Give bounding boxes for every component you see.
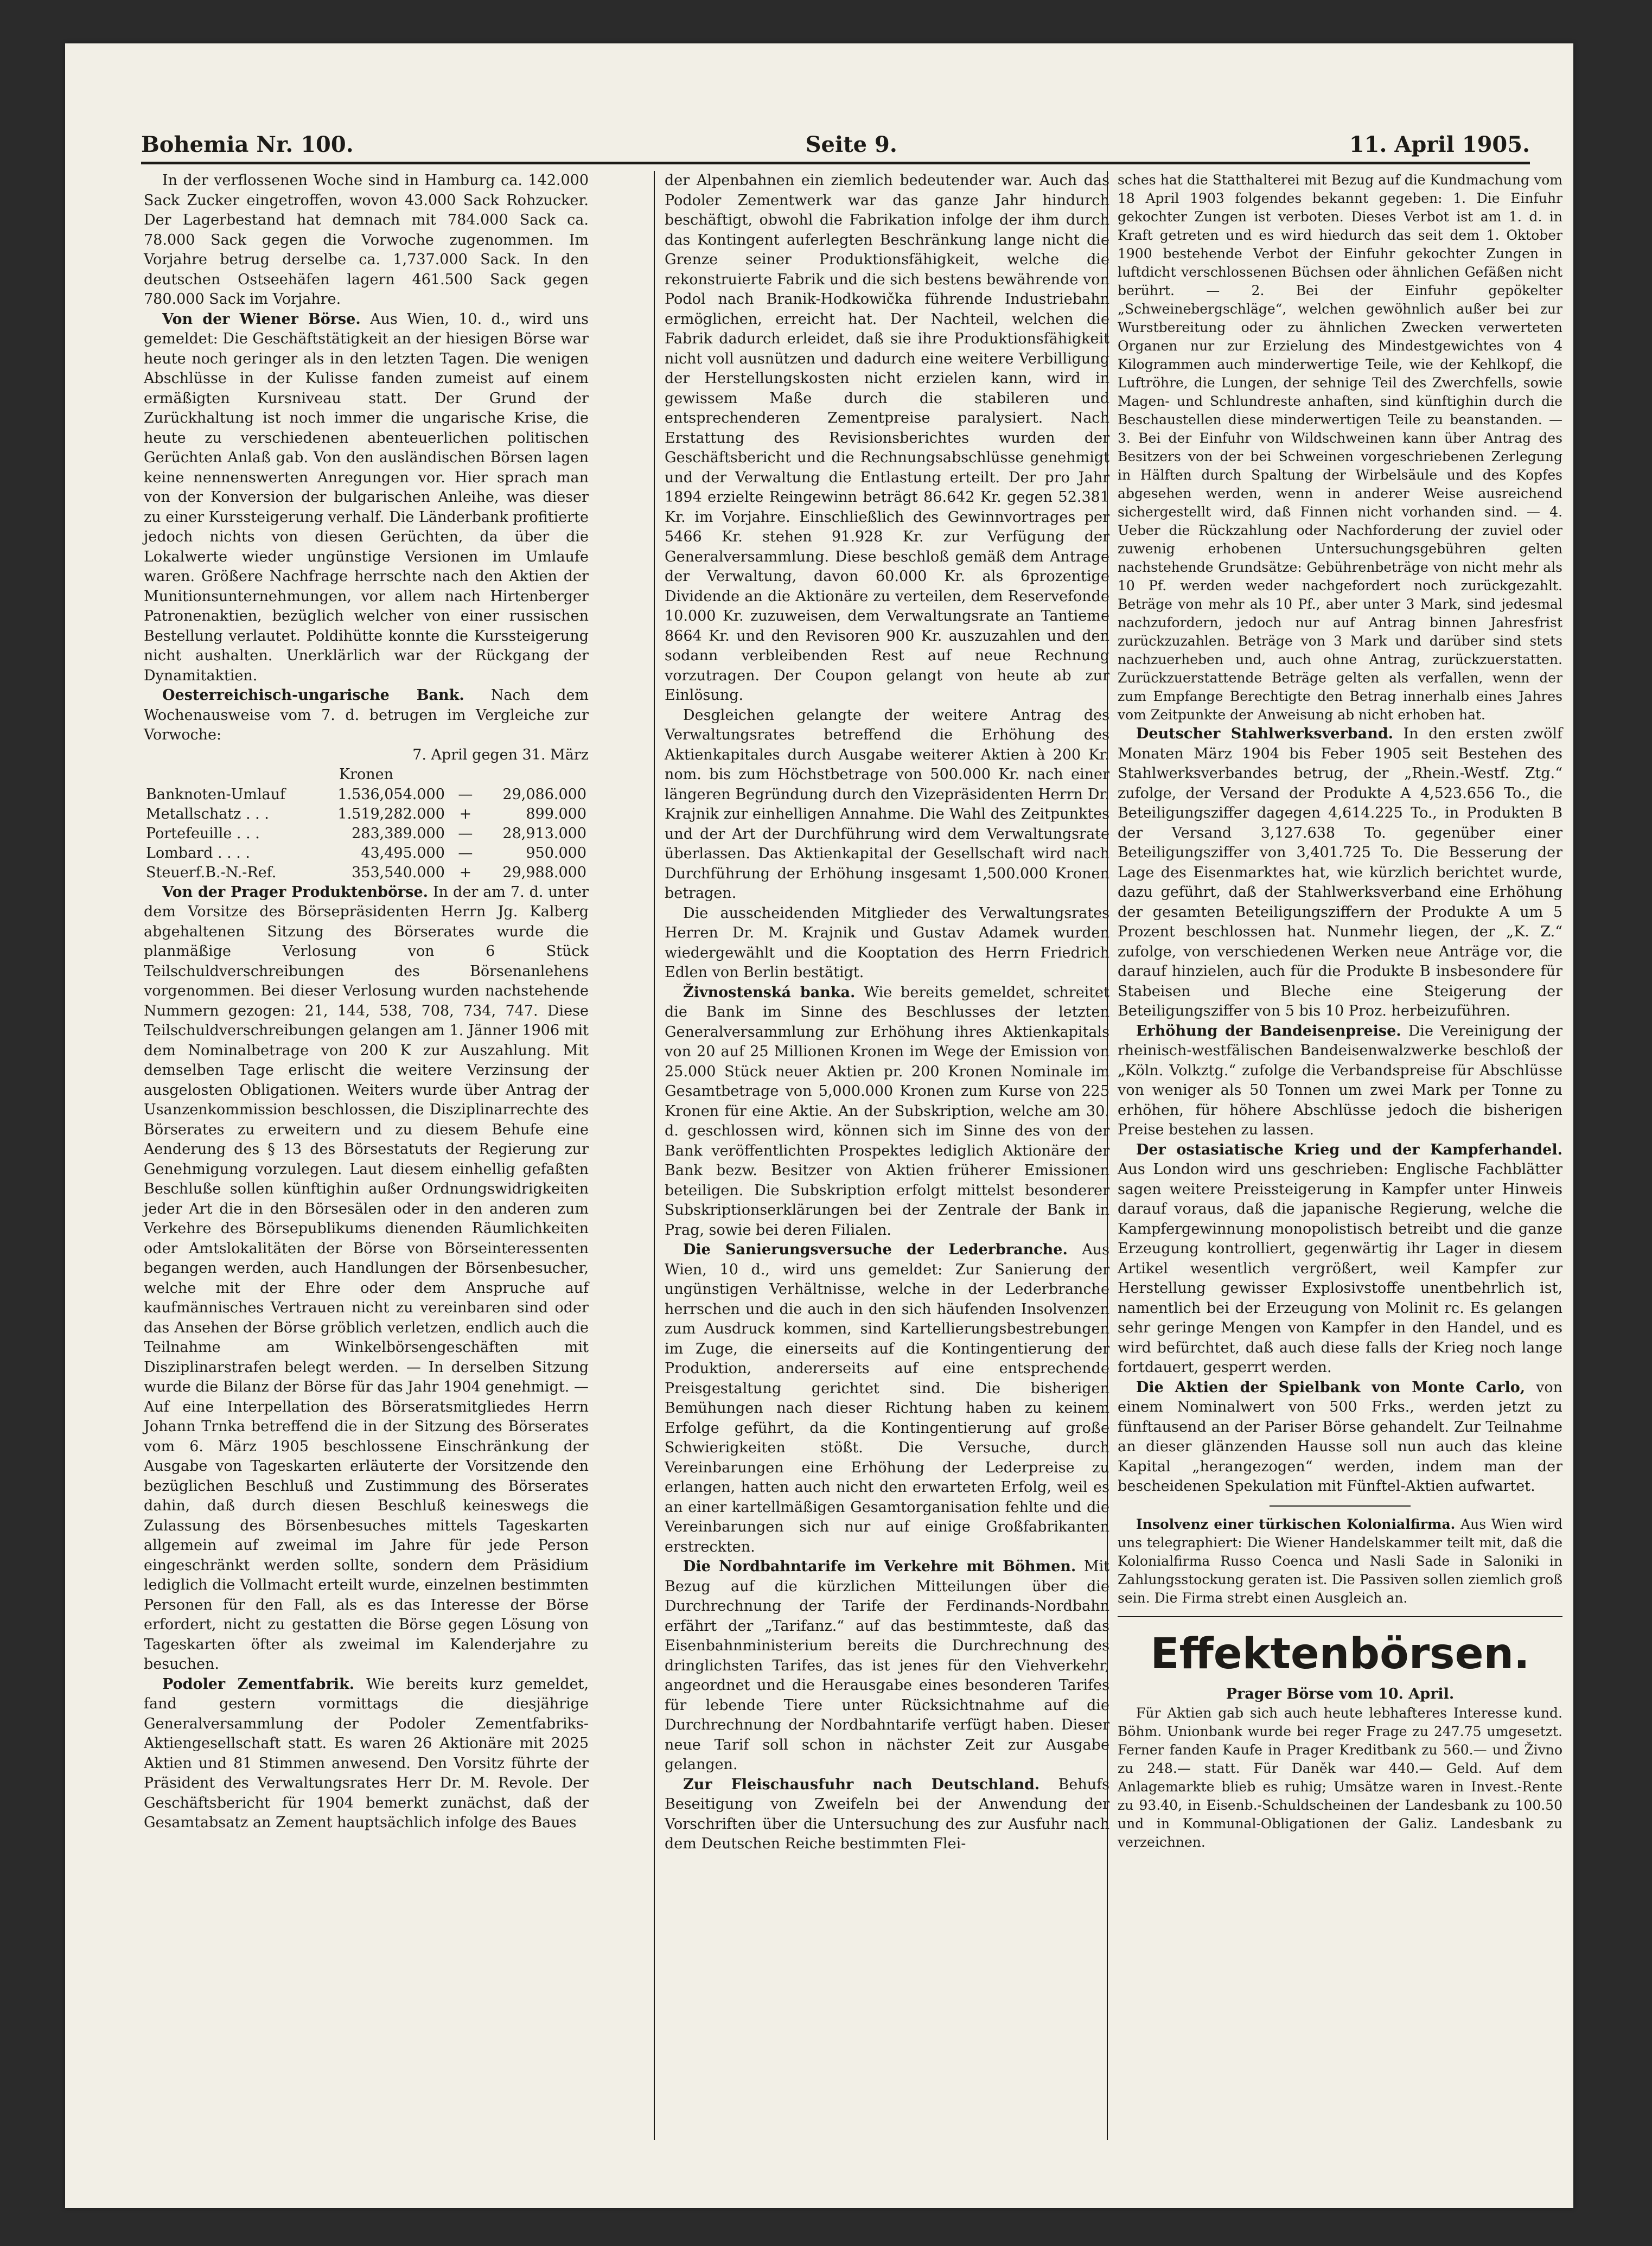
article-prague-exchange: Für Aktien gab sich auch heute lebhafteres Interesse kund. Böhm. Unionbank wurde bei reger Frage zu 247.75 umgesetzt. Ferner fanden Kaufe in Prager Kreditbank zu 560.— und Živno zu 248.— statt. Für Daněk war 440.— Geld. Auf dem Anlagemarkte blieb es ruhig; Umsätze waren in Invest.-Rente zu 93.40, in Eisenb.-Schuldscheinen der Landesbank zu 100.50 und in Kommunal-Obligationen der Galiz. Landesbank zu verzeichnen. [1118, 1705, 1562, 1850]
section-rule [1118, 1616, 1562, 1617]
article-sugar: In der verflossenen Woche sind in Hamburg ca. 142.000 Sack Zucker eingetroffen, wovon 43.000 Sack Rohzucker. Der Lagerbestand hat demnach mit 784.000 Sack ca. 78.000 Sack gegen die Vorwoche zugenommen. Im Vorjahre betrug derselbe ca. 1,737.000 Sack. In den deutschen Ostseehäfen lagern 461.500 Sack gegen 780.000 Sack im Vorjahre. [144, 172, 589, 308]
heading-podol-cement: Podoler Zementfabrik. [162, 1675, 355, 1693]
column-3 [1118, 171, 1562, 1852]
article-meat-export-continued: sches hat die Statthalterei mit Bezug auf die Kundmachung vom 18 April 1903 folgendes bekannt gegeben: 1. Die Einfuhr gekochter Zungen ist verboten. Dieses Verbot ist am 1. d. in Kraft getreten und es wird hiedurch das seit dem 1. Oktober 1900 bestehende Verbot der Einfuhr gekochter Zungen in luftdicht verschlossenen Büchsen oder ähnlichen Gefäßen nicht berührt. — 2. Bei der Einfuhr gepökelter „Schweinebergschläge“, welchen gewöhnlich außer bei zur Wurstbereitung oder zu ähnlichen Zwecken verwerteten Organen nur zur Erzielung des Mindestgewichtes von 4 Kilogrammen auch minderwertige Teile, wie der Kehlkopf, die Luftröhre, die Lungen, der sehnige Teil des Zwerchfells, sowie Magen- und Schlundreste anhaften, sind künftighin durch die Beschaustellen diese minderwertigen Teile zu beanstanden. — 3. Bei der Einfuhr von Wildschweinen kann über Antrag des Besitzers von der bei Schweinen vorgeschriebenen Zerlegung in Hälften durch Spaltung der Wirbelsäule und des Kopfes abgesehen werden, wenn in anderer Weise ausreichend sichergestellt wird, daß Finnen nicht vorhanden sind. — 4. Ueber die Rückzahlung oder Nachforderung der zuviel oder zuwenig erhobenen Untersuchungsgebühren gelten nachstehende Grundsätze: Gebührenbeträge von nicht mehr als 10 Pf. werden weder nachgefordert noch zurückgezahlt. Beträge von mehr als 10 Pf., aber unter 3 Mark, sind jedesmal nachzufordern, jedoch nur auf Antrag binnen Jahresfrist zurückzuzahlen. Beträge von 3 Mark und darüber sind stets nachzuerheben und, auch ohne Antrag, zurückzuerstatten. Zurückzuerstattende Beträge gelten als verfallen, wenn der zum Empfange Berechtigte den Betrag innerhalb eines Jahres vom Zeitpunkte der Anweisung ab nicht erhoben hat. [1118, 172, 1562, 723]
bank-row-diff: 28,913.000 [502, 825, 586, 842]
header-rule [141, 162, 1530, 164]
article-camphor-trade [1118, 1140, 1562, 1378]
article-body: Aus Wien, 10 d., wird uns gemeldet: Zur Sanierung der ungünstigen Verhältnisse, welche in der Lederbranche herrschen und die auch in den sich häufenden Insolvenzen zum Ausdruck kommen, sind Kartellierungsbestrebungen im Zuge, die einerseits auf die Kontingentierung der Produktion, andererseits auf eine entsprechende Preisgestaltung gerichtet sind. Die bisherigen Bemühungen nach dieser Richtung haben zu keinem Erfolge geführt, da die Kontingentierung auf große Schwierigkeiten stößt. Die Versuche, durch Vereinbarungen eine Erhöhung der Lederpreise zu erlangen, hatten auch nicht den erwarteten Erfolg, weil es an einer kartellmäßigen Gesamtorganisation fehlte und die Vereinbarungen sich nur auf einige Großfabrikanten erstreckten. [665, 1241, 1109, 1555]
heading-prague-produce-exchange: Von der Prager Produktenbörse. [162, 883, 429, 901]
bank-row-sign: — [458, 825, 473, 842]
article-body: Behufs Beseitigung von Zweifeln bei der Anwendung der Vorschriften über die Untersuchung des zur Ausfuhr nach dem Deutschen Reiche bestimmten Flei- [665, 1776, 1109, 1852]
article-body: Wie bereits kurz gemeldet, fand gestern vormittags die diesjährige Generalversammlung der Podoler Zementfabriks-Aktiengesellschaft statt. Es waren 26 Aktionäre mit 2025 Aktien und 81 Stimmen anwesend. Den Vorsitz führte der Präsident des Verwaltungsrates Herr Dr. M. Revole. Der Geschäftsbericht für 1904 bemerkt zunächst, daß der Gesamtabsatz an Zement hauptsächlich infolge des Baues [144, 1675, 589, 1831]
bank-row-sign: + [459, 864, 472, 881]
article-body: Aus Wien, 10. d., wird uns gemeldet: Die Geschäftstätigkeit an der hiesigen Börse war heute noch geringer als in den letzten Tagen. Die wenigen Abschlüsse in der Kulisse fanden zumeist auf einem ermäßigten Kursniveau statt. Der Grund der Zurückhaltung ist noch immer die ungarische Krise, die heute zu verschiedenen abenteuerlichen politischen Gerüchten Anlaß gab. Von den ausländischen Börsen lagen keine nennenswerten Anregungen vor. Hier sprach man von der Konversion der bulgarischen Anleihe, was dieser zu einer Kurssteigerung verhalf. Die Länderbank profitierte jedoch nichts von diesen Gerüchten, da über die Lokalwerte wieder ungünstige Versionen im Umlaufe waren. Größere Nachfrage herrschte nach den Aktien der Munitionsunternehmungen, vor allem nach Hirtenberger Patronenaktien, bezüglich welcher von einer russischen Bestellung verlautet. Poldihütte konnte die Kurssteigerung nicht aushalten. Unerklärlich war der Rückgang der Dynamitaktien. [144, 310, 589, 684]
heading-leather-industry: Die Sanierungsversuche der Lederbranche. [683, 1241, 1068, 1258]
article-board-election: Die ausscheidenden Mitglieder des Verwaltungsrates Herren Dr. M. Krajnik und Gustav Adamek wurden wiedergewählt und die Kooptation des Herrn Friedrich Edlen von Berlin bestätigt. [665, 904, 1109, 981]
heading-camphor-trade: Der ostasiatische Krieg und der Kampferhandel. [1136, 1141, 1562, 1158]
bank-row-sign: + [459, 805, 472, 822]
heading-monte-carlo: Die Aktien der Spielbank von Monte Carlo, [1136, 1379, 1526, 1396]
bank-row-value: 353,540.000 [352, 864, 445, 881]
bank-row-label: Banknoten-Umlauf [146, 786, 286, 803]
column-2 [665, 171, 1109, 1854]
page-header [141, 125, 1530, 157]
article-steel-works-association [1118, 724, 1562, 1022]
bank-row-value: 43,495.000 [361, 844, 445, 862]
article-podol-cement-continued: der Alpenbahnen ein ziemlich bedeutender war. Auch das Podoler Zementwerk war das ganze Jahr hindurch beschäftigt, obwohl die Fabrikation infolge der ihm durch das Kontingent auferlegten Beschränkung lange nicht die Grenze seiner Produktionsfähigkeit, welche die rekonstruierte Fabrik und die sich bestens bewährende von Podol nach Branik-Hodkowička führende Industriebahn ermöglichen, erreicht hat. Der Nachteil, welchen die Fabrik dadurch erleidet, daß sie ihre Produktionsfähigkeit nicht voll ausnützen und dadurch eine weitere Verbilligung der Herstellungskosten nicht erzielen kann, wird in gewissem Maße durch die stabileren und entsprechenderen Zementpreise paralysiert. Nach Erstattung des Revisionsberichtes wurden der Geschäftsbericht und die Rechnungsabschlüsse genehmigt und der Verwaltung die Entlastung erteilt. Der pro Jahr 1894 erzielte Reingewinn beträgt 86.642 Kr. gegen 52.381 Kr. im Vorjahre. Einschließlich des Gewinnvortrages per 5466 Kr. stehen 91.928 Kr. zur Verfügung der Generalversammlung. Diese beschloß gemäß dem Antrage der Verwaltung, davon 60.000 Kr. als 6prozentige Dividende an die Aktionäre zu verteilen, dem Reservefonde 10.000 Kr. zuzuweisen, dem Verwaltungsrate an Tantieme 8664 Kr. und den Revisoren 900 Kr. auszuzahlen und den sodann verbleibenden Rest auf neue Rechnung vorzutragen. Der Coupon gelangt von heute ab zur Einlösung. [665, 172, 1109, 704]
heading-steel-works-association: Deutscher Stahlwerksverband. [1136, 725, 1393, 742]
article-podol-cement [144, 1675, 589, 1833]
newspaper-page [65, 43, 1573, 2208]
heading-turkish-insolvency: Insolvenz einer türkischen Kolonialfirma. [1136, 1516, 1456, 1532]
article-vienna-exchange [144, 310, 589, 686]
bank-row-diff: 899.000 [526, 805, 586, 822]
bank-row-diff: 29,988.000 [502, 864, 586, 881]
column-divider [654, 171, 655, 2140]
article-meat-export [665, 1775, 1109, 1854]
article-monte-carlo [1118, 1378, 1562, 1497]
article-body: Die Vereinigung der rheinisch-westfälischen Bandeisenwalzwerke beschloß der „Köln. Volkztg.“ zufolge die Verbandspreise für Abschlüsse von weniger als 50 Tonnen um zwei Mark per Tonne zu erhöhen, für höhere Abschlüsse jedoch die bisherigen Preise bestehen zu lassen. [1118, 1022, 1562, 1138]
article-nordbahn-tariffs [665, 1557, 1109, 1775]
issue-date: 11. April 1905. [1349, 132, 1530, 157]
article-leather-industry [665, 1240, 1109, 1557]
article-body: Wie bereits gemeldet, schreitet die Bank im Sinne des Beschlusses der letzten Generalversammlung zur Erhöhung ihres Aktienkapitals von 20 auf 25 Millionen Kronen im Wege der Emission von 25.000 Stück neuer Aktien pr. 200 Kronen Nominale im Gesamtbetrage von 5,000.000 Kronen zum Kurse von 225 Kronen für eine Aktie. An der Subskription, welche am 30. d. geschlossen wird, können sich im Sinne des von der Bank veröffentlichten Prospektes lediglich Aktionäre der Bank bezw. Besitzer von Aktien früherer Emissionen beteiligen. Die Subskription erfolgt mittelst besonderer Subskriptionserklärungen bei der Zentrale der Bank in Prag, sowie bei deren Filialen. [665, 984, 1109, 1239]
bank-row-diff: 29,086.000 [502, 786, 586, 803]
heading-austro-hungarian-bank: Oesterreichisch-ungarische Bank. [162, 687, 464, 704]
bank-statement-table [144, 785, 589, 883]
heading-zivnostenska-banka: Živnostenská banka. [683, 984, 856, 1001]
subheading-prague-exchange: Prager Börse vom 10. April. [1226, 1685, 1455, 1702]
bank-table-row [144, 805, 589, 824]
article-turkish-insolvency [1118, 1515, 1562, 1607]
bank-table-row [144, 844, 589, 863]
bank-row-label: Metallschatz . . . [146, 805, 269, 822]
bank-table-row [144, 824, 589, 844]
article-zivnostenska-banka [665, 983, 1109, 1241]
masthead-issue: Bohemia Nr. 100. [141, 132, 354, 157]
article-body: Aus Wien wird uns telegraphiert: Die Wiener Handelskammer teilt mit, daß die Kolonialfirma Russo Coenca und Nasli Sade in Saloniki in Zahlungsstockung geraten ist. Die Passiven sollen ziemlich groß sein. Die Firma strebt einen Ausgleich an. [1118, 1516, 1563, 1606]
bank-table-row [144, 785, 589, 805]
bank-row-value: 1.519,282.000 [337, 805, 445, 822]
bank-table-date: 7. April gegen 31. März [412, 746, 589, 763]
heading-vienna-exchange: Von der Wiener Börse. [162, 310, 361, 328]
bank-row-value: 1.536,054.000 [337, 786, 445, 803]
bank-row-label: Lombard . . . . [146, 844, 251, 862]
article-body: Aus London wird uns geschrieben: Englische Fachblätter sagen weitere Preissteigerung in Kampfer unter Hinweis darauf voraus, daß die japanische Regierung, welche die Kampfergewinnung monopolistisch betreibt und die ganze Erzeugung kontrolliert, gegenwärtig ihr Lager in diesem Artikel wesentlich vergrößert, weil Kampfer zur Herstellung gewisser Explosivstoffe unentbehrlich ist, namentlich bei der Erzeugung von Molinit rc. Es gelangen sehr geringe Mengen von Kampfer in den Handel, und es wird befürchtet, daß auch diese falls der Krieg noch lange fortdauert, gesperrt werden. [1118, 1161, 1562, 1376]
section-title-securities-exchanges: Effektenbörsen. [1150, 1629, 1530, 1679]
bank-row-sign: — [458, 786, 473, 803]
bank-row-value: 283,389.000 [352, 825, 445, 842]
article-capital-increase: Desgleichen gelangte der weitere Antrag des Verwaltungsrates betreffend die Erhöhung des Aktienkapitales durch Ausgabe weiterer Aktien à 200 Kr. nom. bis zum Höchstbetrage von 500.000 Kr. nach einer längeren Begründung durch den Vizepräsidenten Herrn Dr. Krajnik zur einhelligen Annahme. Die Wahl des Zeitpunktes und der Art der Durchführung wird dem Verwaltungsrate überlassen. Das Aktienkapital der Gesellschaft wird nach Durchführung der Erhöhung insgesamt 1,500.000 Kronen betragen. [665, 706, 1109, 902]
article-prague-produce-exchange [144, 883, 589, 1675]
bank-row-sign: — [458, 844, 473, 862]
section-separator [1270, 1505, 1411, 1507]
page-number: Seite 9. [805, 132, 897, 157]
article-austro-hungarian-bank [144, 686, 589, 745]
bank-row-diff: 950.000 [526, 844, 586, 862]
bank-row-label: Steuerf.B.-N.-Ref. [146, 864, 277, 881]
heading-meat-export: Zur Fleischausfuhr nach Deutschland. [683, 1776, 1040, 1793]
article-body: In den ersten zwölf Monaten März 1904 bis Feber 1905 seit Bestehen des Stahlwerksverbandes betrug, der „Rhein.-Westf. Ztg.“ zufolge, der Versand der Produkte A 4,523.656 To., die Beteiligungsziffer dagegen 4,614.225 To., in Produkten B der Versand 3,127.638 To. gegenüber einer Beteiligungsziffer von 3,401.725 To. Die Besserung der Lage des Eisenmarktes hat, wie kürzlich berichtet wurde, dazu geführt, daß der Stahlwerksverband eine Erhöhung der gesamten Beteiligungsziffern der Produkte A um 5 Prozent beschlossen hat. Nunmehr liegen, der „K. Z.“ zufolge, von verschiedenen Werken neue Anträge vor, die darauf hinzielen, auch für die Produkte B insbesondere für Stabeisen und Bleche eine Steigerung der Beteiligungsziffer von 5 bis 10 Proz. herbeizuführen. [1118, 725, 1562, 1019]
article-body: In der am 7. d. unter dem Vorsitze des Börsepräsidenten Herrn Jg. Kalberg abgehaltenen Sitzung des Börserates wurde die planmäßige Verlosung von 6 Stück Teilschuldverschreibungen des Börsenanlehens vorgenommen. Bei dieser Verlosung wurden nachstehende Nummern gezogen: 21, 144, 538, 708, 734, 747. Diese Teilschuldverschreibungen gelangen am 1. Jänner 1906 mit dem Nominalbetrage von 200 K zur Auszahlung. Mit demselben Tage erlischt die weitere Verzinsung der ausgelosten Obligationen. Weiters wurde über Antrag der Usanzenkommission beschlossen, die Disziplinarrechte des Börserates zu erweitern und zu diesem Behufe eine Aenderung des § 13 des Börsestatuts der Regierung zur Genehmigung vorzulegen. Laut diesem einhellig gefaßten Beschluße sollen künftighin außer Ordnungswidrigkeiten jeder Art die in den Börsesälen oder in den anderen zum Verkehre des Börsepublikums dienenden Räumlichkeiten oder Amtslokalitäten der Börse von Börseinteressenten begangen werden, auch Handlungen der Börsenbesucher, welche mit der Ehre oder dem Anspruche auf kaufmännisches Vertrauen nicht zu vereinbaren sind oder das Ansehen der Börse gröblich verletzen, endlich auch die Teilnahme am Winkelbörsengeschäften mit Disziplinarstrafen belegt werden. — In derselben Sitzung wurde die Bilanz der Börse für das Jahr 1904 genehmigt. — Auf eine Interpellation des Börseratsmitgliedes Herrn Johann Trnka betreffend die in der Sitzung des Börserates vom 6. März 1905 beschlossene Einschränkung der Ausgabe von Tageskarten erläuterte der Vorsitzende den bezüglichen Beschluß und Zustimmung des Börserates dahin, daß durch diesen Beschluß keineswegs die Zulassung des Börsenbesuches mittels Tageskarten allgemein auf zweimal im Jahre für jede Person eingeschränkt werden sollte, sondern dem Präsidium lediglich die Vollmacht erteilt wurde, einzelnen bestimmten Personen für den Fall, als es das Interesse der Börse erfordert, nicht zu gestatten die Börse gegen Lösung von Tageskarten öfter als zweimal im Kalenderjahre zu besuchen. [144, 883, 589, 1673]
bank-row-label: Portefeuille . . . [146, 825, 260, 842]
column-1 [144, 171, 589, 1833]
bank-table-row [144, 863, 589, 883]
heading-band-iron-prices: Erhöhung der Bandeisenpreise. [1136, 1022, 1401, 1039]
article-body: von einem Nominalwert von 500 Frks., werden jetzt zu fünftausend an der Pariser Börse gehandelt. Zur Teilnahme an dieser glänzenden Hausse soll nun auch das kleine Kapital „herangezogen“ werden, indem man der bescheidenen Spekulation mit Fünftel-Aktien aufwartet. [1118, 1379, 1562, 1495]
article-body: Nach dem Wochenausweise vom 7. d. betrugen im Vergleiche zur Vorwoche: [144, 687, 589, 743]
bank-table-unit: Kronen [339, 766, 394, 783]
heading-nordbahn-tariffs: Die Nordbahntarife im Verkehre mit Böhmen. [683, 1558, 1076, 1575]
article-body: Mit Bezug auf die kürzlichen Mitteilungen über die Durchrechnung der Tarife der Ferdinands-Nordbahn erfährt der „Tarifanz.“ auf das bestimmteste, daß das Eisenbahnministerium bereits die Durchrechnung des dringlichsten Tarifes, das ist jenes für den Viehverkehr, angeordnet und die Herausgabe eines besonderen Tarifes für lebende Tiere unter Rücksichtnahme auf die Durchrechnung der Nordbahntarife verfügt haben. Dieser neue Tarif soll schon in nächster Zeit zur Ausgabe gelangen. [665, 1558, 1109, 1773]
article-band-iron-prices [1118, 1022, 1562, 1140]
